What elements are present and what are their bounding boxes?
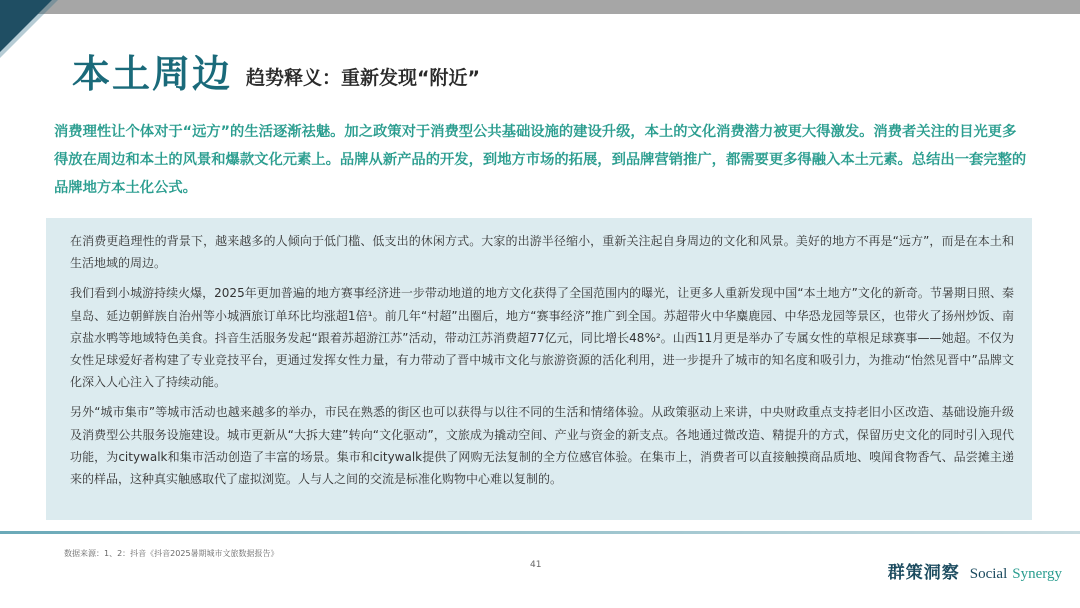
content-panel-body — [70, 230, 1014, 498]
paragraph-1: 在消费更趋理性的背景下，越来越多的人倾向于低门槛、低支出的休闲方式。大家的出游半径缩小，重新关注起自身周边的文化和风景。美好的地方不再是“远方”，而是在本土和生活地域的周边。 — [70, 234, 1014, 271]
page-number: 41 — [530, 560, 542, 570]
corner-decoration — [0, 0, 52, 52]
brand-logo — [888, 558, 1062, 583]
brand-name-cn: 群策洞察 — [887, 563, 960, 583]
brand-name-en-1: Social — [969, 566, 1008, 582]
source-note: 数据来源：1、2：抖音《抖音2025暑期城市文旅数据报告》 — [64, 549, 279, 558]
page-subtitle: 趋势释义：重新发现“附近” — [246, 67, 480, 89]
paragraph-3: 另外“城市集市”等城市活动也越来越多的举办，市民在熟悉的街区也可以获得与以往不同的生活和情绪体验。从政策驱动上来讲，中央财政重点支持老旧小区改造、基础设施升级及消费型公共服务设施建设。城市更新从“大拆大建”转向“文化驱动”，文旅成为撬动空间、产业与资金的新支点。各地通过微改造、精提升的方式，保留历史文化的同时引入现代功能，为citywalk和集市活动创造了丰富的场景。集市和citywalk提供了网购无法复制的全方位感官体验。在集市上，消费者可以直接触摸商品质地、嗅闻食物香气、品尝摊主递来的样品，这种真实触感取代了虚拟浏览。人与人之间的交流是标准化购物中心难以复制的。 — [70, 405, 1014, 487]
page-title: 本土周边 — [72, 52, 233, 96]
brand-name-en-2: Synergy — [1012, 566, 1062, 582]
footer-divider — [0, 531, 1080, 534]
paragraph-2: 我们看到小城游持续火爆，2025年更加普遍的地方赛事经济进一步带动地道的地方文化获得了全国范围内的曝光，让更多人重新发现中国“本土地方”文化的新奇。节暑期日照、秦皇岛、延边朝鲜族自治州等小城酒旅订单环比均涨超1倍¹。前几年“村超”出圈后，地方“赛事经济”推广到全国。苏超带火中华麋鹿园、中华恐龙园等景区，也带火了扬州炒饭、南京盐水鸭等地域特色美食。抖音生活服务发起“跟着苏超游江苏”活动，带动江苏消费超77亿元，同比增长48%²。山西11月更是举办了专属女性的草根足球赛事——她超。不仅为女性足球爱好者构建了专业竞技平台，更通过发挥女性力量，有力带动了晋中城市文化与旅游资源的活化利用，进一步提升了城市的知名度和吸引力，为推动“怡然见晋中”品牌文化深入人心注入了持续动能。 — [70, 286, 1014, 390]
header — [72, 40, 480, 100]
content-panel — [46, 218, 1032, 520]
summary-text: 消费理性让个体对于“远方”的生活逐渐祛魅。加之政策对于消费型公共基础设施的建设升级，本土的文化消费潜力被更大得激发。消费者关注的目光更多得放在周边和本土的风景和爆款文化元素上。品牌从新产品的开发，到地方市场的拓展，到品牌营销推广，都需要更多得融入本土元素。总结出一套完整的品牌地方本土化公式。 — [54, 124, 1027, 196]
top-bar — [0, 0, 1080, 14]
